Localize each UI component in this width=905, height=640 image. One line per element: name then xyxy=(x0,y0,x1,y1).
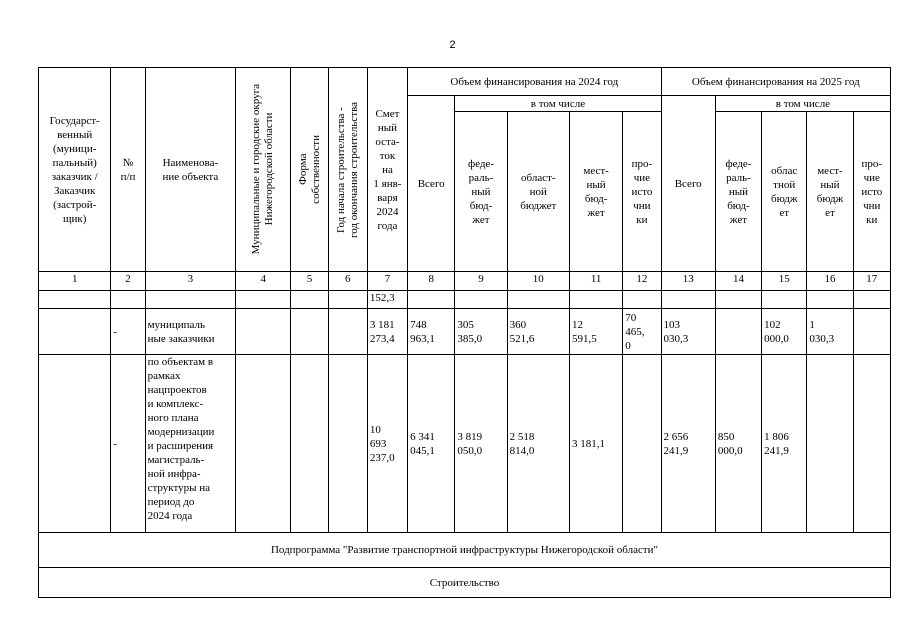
cell: 3 181 273,4 xyxy=(367,309,407,355)
header-municipalities: Муниципальные и городские округа Нижегородской области xyxy=(236,68,291,272)
column-numbers-row xyxy=(39,272,891,291)
cell: - xyxy=(111,355,145,533)
cell: 2 518 814,0 xyxy=(507,355,569,533)
cell xyxy=(291,355,328,533)
header-total-2024: Всего xyxy=(408,96,455,272)
header-federal-2025: феде- раль- ный бюд- жет xyxy=(715,112,761,272)
cell: - xyxy=(111,309,145,355)
section-title: Строительство xyxy=(39,568,891,598)
col-number: 1 xyxy=(39,272,111,291)
cell xyxy=(853,355,890,533)
cell xyxy=(328,355,367,533)
cell: муниципаль ные заказчики xyxy=(145,309,236,355)
col-number: 3 xyxy=(145,272,236,291)
cell xyxy=(623,291,661,309)
header-financing-2025: Объем финансирования на 2025 год xyxy=(661,68,890,96)
cell xyxy=(408,291,455,309)
header-customer: Государст- венный (муници- пальный) заказчик / Заказчик (застрой- щик) xyxy=(39,68,111,272)
cell xyxy=(111,291,145,309)
header-incl-2024: в том числе xyxy=(455,96,661,112)
cell: 1 030,3 xyxy=(807,309,853,355)
header-object-name: Наименова- ние объекта xyxy=(145,68,236,272)
cell xyxy=(39,355,111,533)
cell: 1 806 241,9 xyxy=(762,355,807,533)
subprogram-title: Подпрограмма "Развитие транспортной инфраструктуры Нижегородской области" xyxy=(39,533,891,568)
cell xyxy=(455,291,507,309)
cell xyxy=(661,291,715,309)
cell: 3 819 050,0 xyxy=(455,355,507,533)
col-number: 11 xyxy=(569,272,622,291)
page-number: 2 xyxy=(449,39,456,51)
cell xyxy=(715,309,761,355)
cell xyxy=(507,291,569,309)
header-federal-2024: феде- раль- ный бюд- жет xyxy=(455,112,507,272)
col-number: 14 xyxy=(715,272,761,291)
col-number: 15 xyxy=(762,272,807,291)
header-other-2024: про- чие исто чни ки xyxy=(623,112,661,272)
cell xyxy=(328,291,367,309)
col-number: 7 xyxy=(367,272,407,291)
cell: 850 000,0 xyxy=(715,355,761,533)
header-years: Год начала строительства - год окончания строительства xyxy=(328,68,367,272)
cell xyxy=(328,309,367,355)
col-number: 4 xyxy=(236,272,291,291)
header-ownership: Форма собственности xyxy=(291,68,328,272)
cell xyxy=(291,291,328,309)
cell: 748 963,1 xyxy=(408,309,455,355)
header-regional-2024: област- ной бюджет xyxy=(507,112,569,272)
header-total-2025: Всего xyxy=(661,96,715,272)
financing-table xyxy=(38,67,891,598)
cell: 10 693 237,0 xyxy=(367,355,407,533)
cell: 305 385,0 xyxy=(455,309,507,355)
cell: 6 341 045,1 xyxy=(408,355,455,533)
cell: 152,3 xyxy=(367,291,407,309)
col-number: 2 xyxy=(111,272,145,291)
header-other-2025: про- чие исто чни ки xyxy=(853,112,890,272)
cell xyxy=(853,291,890,309)
cell xyxy=(762,291,807,309)
col-number: 6 xyxy=(328,272,367,291)
cell xyxy=(39,291,111,309)
cell: 360 521,6 xyxy=(507,309,569,355)
cell xyxy=(39,309,111,355)
cell xyxy=(145,291,236,309)
col-number: 12 xyxy=(623,272,661,291)
header-incl-2025: в том числе xyxy=(715,96,890,112)
header-local-2024: мест- ный бюд- жет xyxy=(569,112,622,272)
cell: 70 465, 0 xyxy=(623,309,661,355)
table-row xyxy=(39,291,891,309)
table-row xyxy=(39,309,891,355)
col-number: 17 xyxy=(853,272,890,291)
col-number: 9 xyxy=(455,272,507,291)
col-number: 13 xyxy=(661,272,715,291)
cell xyxy=(236,309,291,355)
cell: 3 181,1 xyxy=(569,355,622,533)
col-number: 8 xyxy=(408,272,455,291)
cell xyxy=(807,355,853,533)
col-number: 5 xyxy=(291,272,328,291)
cell xyxy=(807,291,853,309)
cell xyxy=(853,309,890,355)
cell: 103 030,3 xyxy=(661,309,715,355)
table-row xyxy=(39,355,891,533)
header-regional-2025: облас тной бюдж ет xyxy=(762,112,807,272)
header-estimated-balance: Смет ный оста- ток на 1 янв- варя 2024 года xyxy=(367,68,407,272)
cell xyxy=(236,355,291,533)
cell xyxy=(291,309,328,355)
header-number: № п/п xyxy=(111,68,145,272)
cell xyxy=(715,291,761,309)
header-local-2025: мест- ный бюдж ет xyxy=(807,112,853,272)
cell xyxy=(236,291,291,309)
cell: по объектам в рамках нацпроектов и комплекс- ного плана модернизации и расширения магистраль- ной инфра- структуры на период до 2024 года xyxy=(145,355,236,533)
col-number: 16 xyxy=(807,272,853,291)
cell xyxy=(623,355,661,533)
cell: 12 591,5 xyxy=(569,309,622,355)
cell: 102 000,0 xyxy=(762,309,807,355)
cell: 2 656 241,9 xyxy=(661,355,715,533)
col-number: 10 xyxy=(507,272,569,291)
cell xyxy=(569,291,622,309)
header-financing-2024: Объем финансирования на 2024 год xyxy=(408,68,661,96)
